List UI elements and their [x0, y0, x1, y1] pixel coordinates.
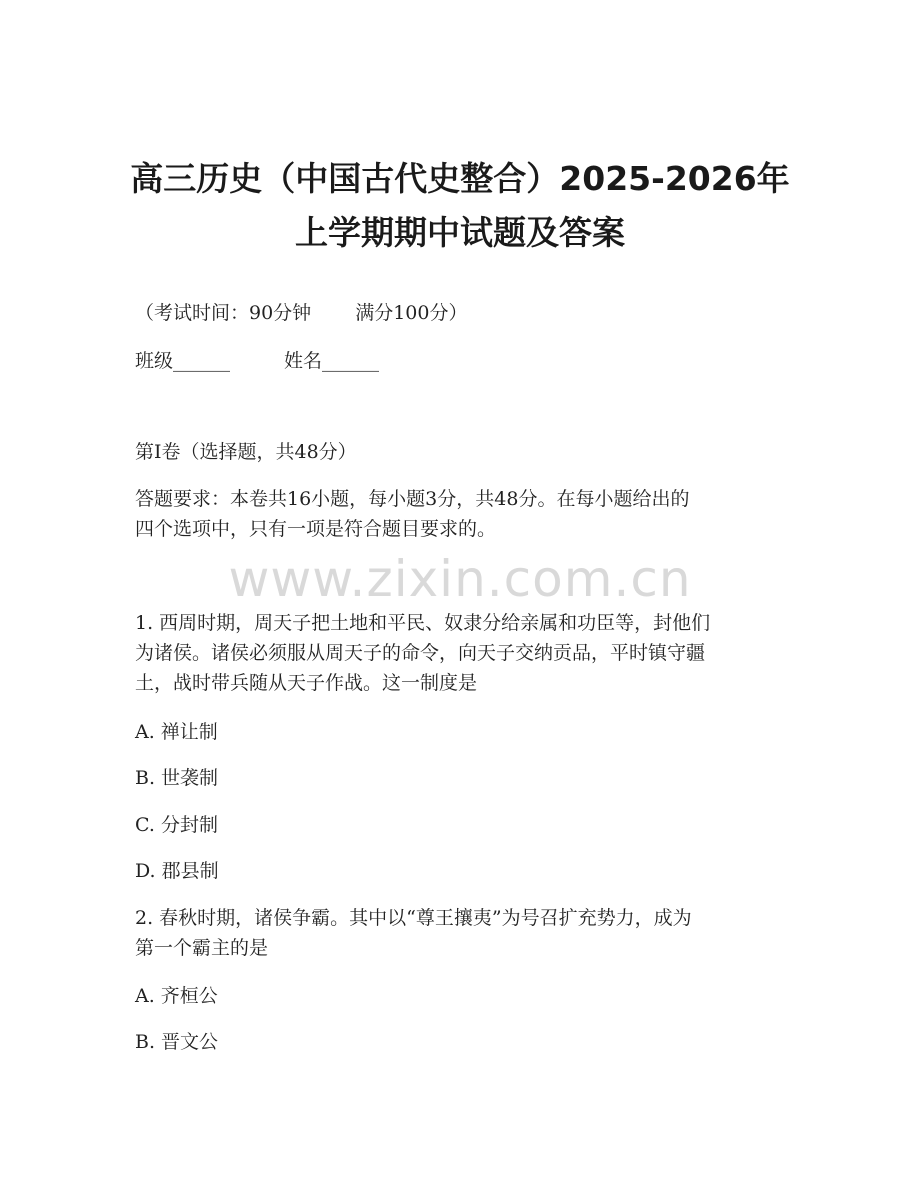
name-field: 姓名______	[284, 350, 380, 372]
student-info	[135, 346, 785, 376]
question-1-option-b[interactable]: B. 世袭制	[135, 767, 219, 789]
instructions-line: 四个选项中，只有一项是符合题目要求的。	[135, 518, 497, 540]
question-stem-line: 土，战时带兵随从天子作战。这一制度是	[135, 672, 478, 694]
exam-info	[135, 298, 785, 328]
question-stem-line: 第一个霸主的是	[135, 937, 269, 959]
question-stem-line: 1. 西周时期，周天子把土地和平民、奴隶分给亲属和功臣等，封他们	[135, 612, 711, 634]
question-stem-line: 2. 春秋时期，诸侯争霸。其中以“尊王攘夷”为号召扩充势力，成为	[135, 907, 692, 929]
question-stem-line: 为诸侯。诸侯必须服从周天子的命令，向天子交纳贡品，平时镇守疆	[135, 642, 706, 664]
class-field: 班级______	[135, 350, 231, 372]
title-line-2: 上学期期中试题及答案	[295, 213, 625, 252]
instructions	[135, 484, 785, 544]
question-1-option-c[interactable]: C. 分封制	[135, 814, 218, 836]
question-1-stem	[135, 608, 785, 698]
question-2-stem	[135, 903, 785, 963]
section-title: 第I卷（选择题，共48分）	[135, 441, 357, 463]
exam-time: （考试时间：90分钟	[135, 302, 312, 324]
question-1-option-a[interactable]: A. 禅让制	[135, 721, 218, 743]
document-title	[0, 152, 920, 260]
question-2-option-a[interactable]: A. 齐桓公	[135, 985, 218, 1007]
title-line-1: 高三历史（中国古代史整合）2025-2026年	[130, 159, 790, 198]
instructions-line: 答题要求：本卷共16小题，每小题3分，共48分。在每小题给出的	[135, 488, 690, 510]
full-score: 满分100分）	[355, 302, 468, 324]
question-2-option-b[interactable]: B. 晋文公	[135, 1031, 219, 1053]
watermark: www.zixin.com.cn	[228, 550, 692, 608]
question-1-option-d[interactable]: D. 郡县制	[135, 860, 219, 882]
